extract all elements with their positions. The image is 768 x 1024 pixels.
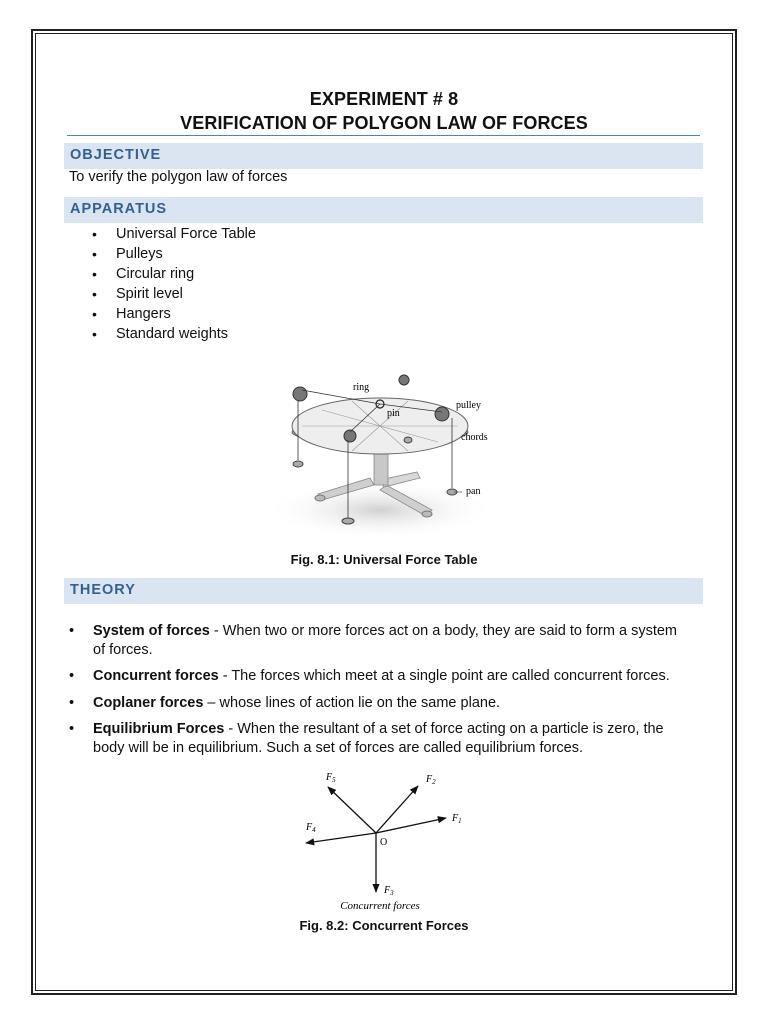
theory-heading: THEORY	[70, 582, 136, 598]
description-cont: of forces.	[93, 642, 153, 658]
label-chords: chords	[461, 432, 488, 443]
concurrent-forces-diagram	[296, 766, 476, 914]
apparatus-item: • Standard weights	[92, 324, 256, 344]
theory-heading-bar	[64, 578, 703, 604]
objective-heading: OBJECTIVE	[70, 147, 162, 163]
svg-text:F3: $F_3$	[384, 885, 394, 897]
description: When two or more forces act on a body, they are said to form a system	[222, 623, 678, 639]
title-rule	[67, 135, 700, 136]
apparatus-list	[92, 224, 256, 344]
description: whose lines of action lie on the same plane.	[219, 695, 501, 711]
term: Equilibrium Forces	[93, 721, 225, 737]
term: Concurrent forces	[93, 668, 219, 684]
apparatus-item: • Spirit level	[92, 284, 256, 304]
figure-2-caption: Fig. 8.2: Concurrent Forces	[299, 918, 469, 933]
label-f5: F	[326, 772, 333, 783]
label-pin: pin	[387, 408, 400, 419]
label-pulley: pulley	[456, 400, 481, 411]
objective-heading-bar	[64, 143, 703, 169]
apparatus-item: • Hangers	[92, 304, 256, 324]
svg-text:F1: $F_1$	[452, 813, 462, 825]
svg-text:F5: $F_5$	[326, 772, 336, 784]
apparatus-heading-bar	[64, 197, 703, 223]
apparatus-item: • Universal Force Table	[92, 224, 256, 244]
experiment-number: EXPERIMENT # 8	[309, 89, 459, 109]
bullet: •	[69, 623, 75, 639]
objective-text: To verify the polygon law of forces	[69, 169, 288, 185]
description: The forces which meet at a single point are called concurrent forces.	[231, 668, 670, 684]
svg-text:F4: $F_4$	[306, 822, 316, 834]
description-cont: body will be in equilibrium. Such a set of forces are called equilibrium forces.	[93, 740, 584, 756]
experiment-title: VERIFICATION OF POLYGON LAW OF FORCES	[180, 113, 588, 133]
label-f2: F	[426, 774, 433, 785]
apparatus-item: • Circular ring	[92, 264, 256, 284]
force-arrow-f5	[328, 787, 376, 833]
term: System of forces	[93, 623, 210, 639]
apparatus-item: • Pulleys	[92, 244, 256, 264]
label-ring: ring	[353, 382, 370, 393]
force-arrow-f4	[306, 833, 376, 843]
label-pan: pan	[466, 486, 481, 497]
diagram-subcaption: Concurrent forces	[340, 900, 420, 912]
term: Coplaner forces	[93, 695, 204, 711]
force-arrow-f1	[376, 818, 446, 833]
label-origin: O	[380, 837, 388, 848]
svg-text:F2: $F_2$	[426, 774, 436, 786]
figure-1-caption: Fig. 8.1: Universal Force Table	[290, 552, 478, 567]
label-f3: F	[384, 885, 391, 896]
label-f4: F	[306, 822, 313, 833]
description: When the resultant of a set of force acting on a particle is zero, the	[237, 721, 664, 737]
force-table-illustration	[262, 360, 506, 545]
label-f1: F	[452, 813, 459, 824]
apparatus-heading: APPARATUS	[70, 201, 168, 217]
